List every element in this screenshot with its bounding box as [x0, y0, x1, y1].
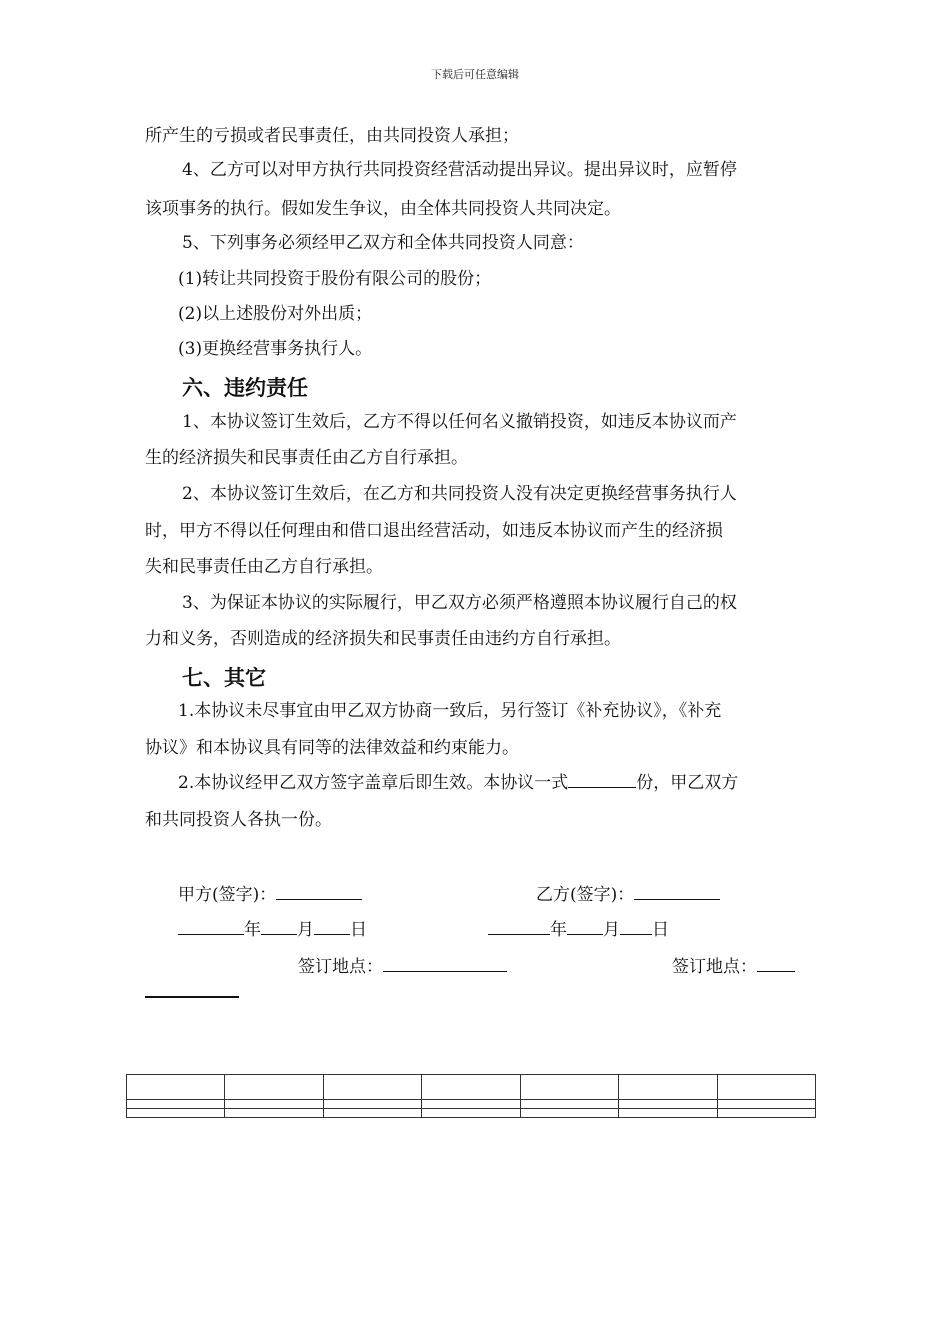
table-cell	[422, 1075, 520, 1100]
party-a-label: 甲方(签字)：	[178, 885, 277, 905]
table-cell	[225, 1100, 323, 1109]
table-cell	[323, 1109, 421, 1118]
day-blank[interactable]	[314, 918, 350, 935]
paragraph: 2、本协议签订生效后，在乙方和共同投资人没有决定更换经营事务执行人	[182, 484, 737, 504]
table-cell	[127, 1100, 225, 1109]
place-label: 签订地点：	[298, 957, 383, 977]
paragraph: 4、乙方可以对甲方执行共同投资经营活动提出异议。提出异议时，应暂停	[182, 160, 737, 180]
paragraph: 1、本协议签订生效后，乙方不得以任何名义撤销投资，如违反本协议而产	[182, 412, 737, 432]
paragraph: 1.本协议未尽事宜由甲乙双方协商一致后，另行签订《补充协议》，《补充	[178, 701, 722, 721]
table-cell	[520, 1100, 618, 1109]
month-label: 月	[297, 920, 314, 940]
paragraph: 所产生的亏损或者民事责任，由共同投资人承担；	[145, 126, 519, 146]
table-cell	[225, 1109, 323, 1118]
place-blank[interactable]	[383, 955, 507, 972]
party-b-place-continuation	[145, 980, 239, 1003]
table-cell	[717, 1109, 815, 1118]
paragraph: 失和民事责任由乙方自行承担。	[145, 557, 383, 577]
table-row	[127, 1109, 816, 1118]
paragraph: 3、为保证本协议的实际履行，甲乙双方必须严格遵照本协议履行自己的权	[182, 593, 737, 613]
month-label: 月	[603, 920, 620, 940]
paragraph	[178, 765, 840, 802]
party-b-signature-blank[interactable]	[634, 883, 720, 900]
party-a-date	[178, 915, 367, 940]
party-b-date	[488, 915, 669, 940]
month-blank[interactable]	[567, 918, 603, 935]
table-cell	[127, 1075, 225, 1100]
table-cell	[422, 1100, 520, 1109]
table-cell	[323, 1075, 421, 1100]
table-row	[127, 1075, 816, 1100]
year-label: 年	[550, 920, 567, 940]
table-cell	[323, 1100, 421, 1109]
table-cell	[127, 1109, 225, 1118]
table-cell	[422, 1109, 520, 1118]
table-cell	[717, 1075, 815, 1100]
table-cell	[619, 1075, 717, 1100]
header-note: 下载后可任意编辑	[431, 68, 519, 81]
clause-text: 2.本协议经甲乙双方签字盖章后即生效。本协议一式	[178, 773, 569, 793]
place-blank-continued[interactable]	[145, 980, 239, 998]
party-a-signature-blank[interactable]	[276, 883, 362, 900]
section-heading: 七、其它	[182, 666, 266, 690]
party-b-place	[672, 952, 795, 977]
list-item: (3)更换经营事务执行人。	[178, 339, 373, 359]
paragraph: 力和义务，否则造成的经济损失和民事责任由违约方自行承担。	[145, 629, 621, 649]
paragraph: 5、下列事务必须经甲乙双方和全体共同投资人同意：	[182, 233, 584, 253]
place-label: 签订地点：	[672, 957, 757, 977]
paragraph: 和共同投资人各执一份。	[145, 810, 332, 830]
table-row	[127, 1100, 816, 1109]
copies-blank[interactable]	[568, 771, 636, 788]
day-label: 日	[652, 920, 669, 940]
table-cell	[520, 1075, 618, 1100]
party-a-signature	[178, 880, 362, 905]
footer-grid-table	[126, 1074, 816, 1118]
table-cell	[619, 1109, 717, 1118]
section-heading: 六、违约责任	[182, 376, 308, 400]
party-a-place	[298, 952, 507, 977]
list-item: (1)转让共同投资于股份有限公司的股份；	[178, 269, 492, 289]
table-cell	[520, 1109, 618, 1118]
year-blank[interactable]	[178, 918, 244, 935]
table-cell	[225, 1075, 323, 1100]
paragraph: 协议》和本协议具有同等的法律效益和约束能力。	[145, 738, 519, 758]
day-blank[interactable]	[620, 918, 652, 935]
place-blank[interactable]	[757, 955, 795, 972]
list-item: (2)以上述股份对外出质；	[178, 304, 373, 324]
clause-text: 份，甲乙双方	[636, 773, 739, 793]
table-cell	[619, 1100, 717, 1109]
year-blank[interactable]	[488, 918, 550, 935]
party-b-label: 乙方(签字)：	[536, 885, 635, 905]
table-cell	[717, 1100, 815, 1109]
paragraph: 该项事务的执行。假如发生争议，由全体共同投资人共同决定。	[145, 199, 621, 219]
paragraph: 生的经济损失和民事责任由乙方自行承担。	[145, 448, 468, 468]
party-b-signature	[536, 880, 720, 905]
paragraph: 时，甲方不得以任何理由和借口退出经营活动，如违反本协议而产生的经济损	[145, 521, 723, 541]
year-label: 年	[244, 920, 261, 940]
month-blank[interactable]	[261, 918, 297, 935]
day-label: 日	[350, 920, 367, 940]
